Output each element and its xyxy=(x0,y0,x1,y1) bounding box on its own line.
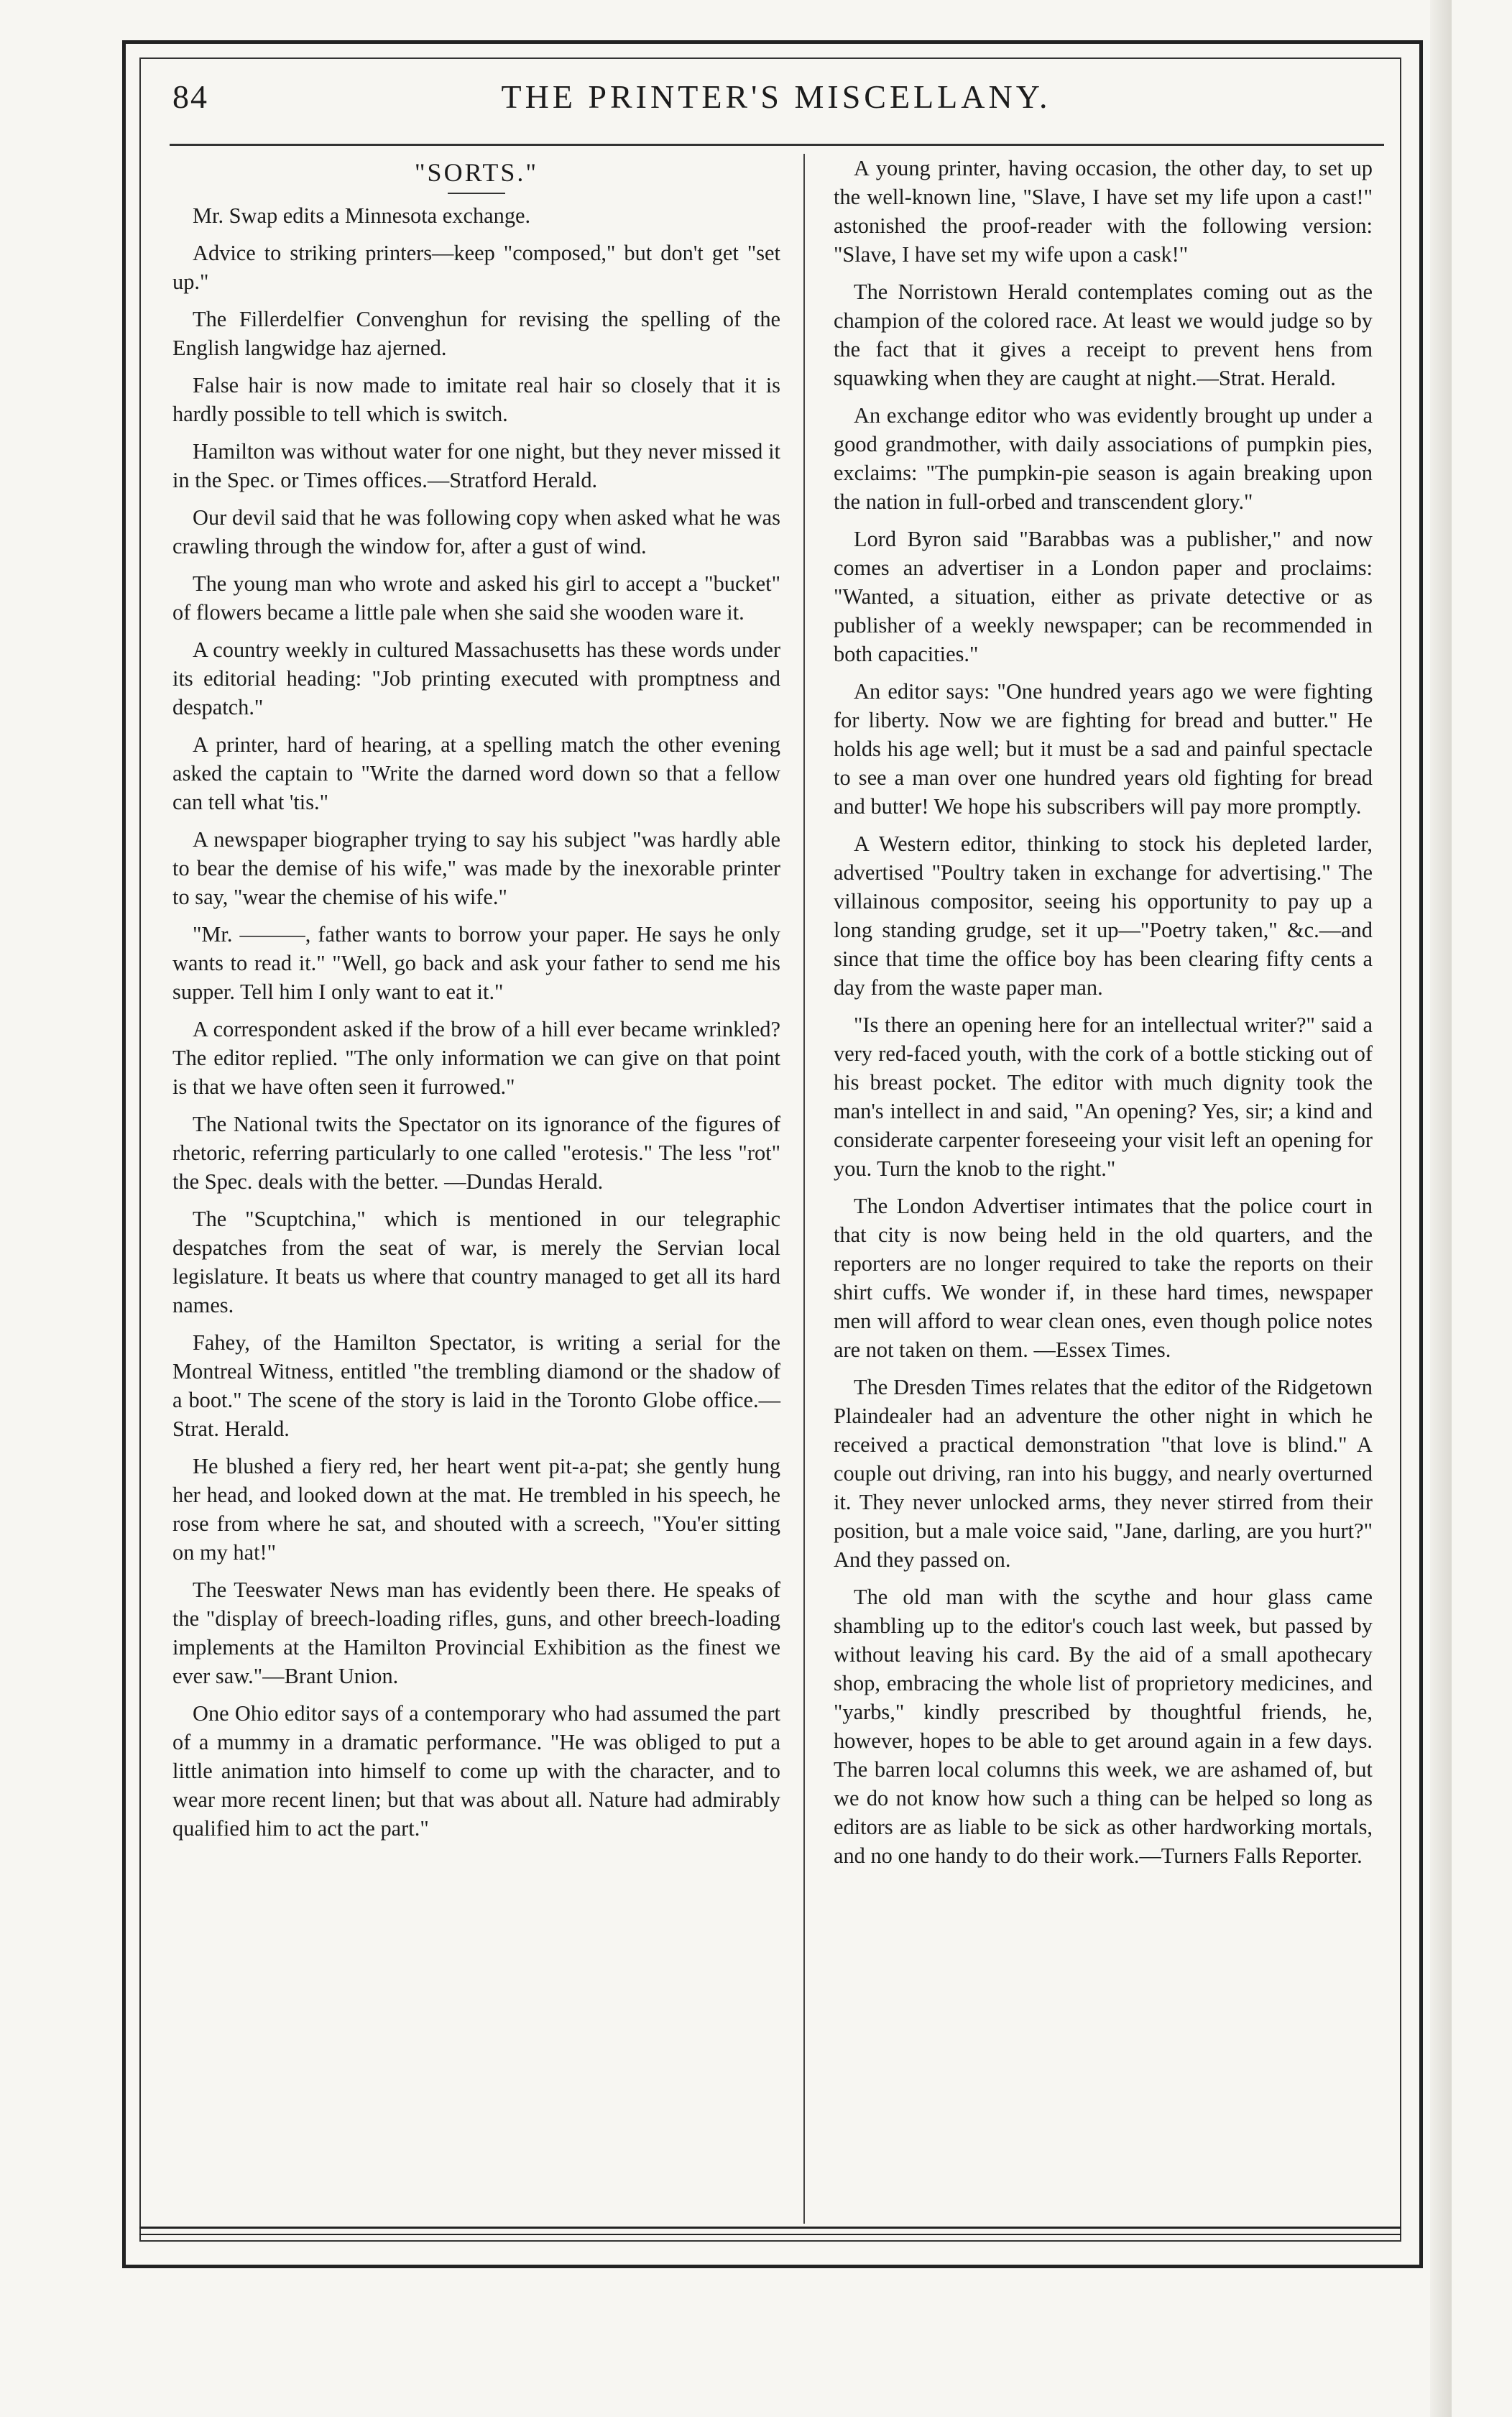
article-item: He blushed a fiery red, her heart went pit-a-pat; she gently hung her head, and looked down at the mat. He trembled in his speech, he rose from where he sat, and shouted with a screech, "You'er sitting on my hat!" xyxy=(172,1454,780,1565)
article-item: An exchange editor who was evidently brought up under a good grandmother, with daily associations of pumpkin pies, exclaims: "The pumpkin-pie season is again breaking upon the nation in full-orbed and transcendent glory." xyxy=(834,403,1373,514)
article-item: The Norristown Herald contemplates coming out as the champion of the colored race. At least we would judge so by the fact that it gives a receipt to prevent hens from squawking when they are caught at night.—Strat. Herald. xyxy=(834,280,1373,390)
article-item: The National twits the Spectator on its ignorance of the figures of rhetoric, referring particularly to one called "erotesis." The less "rot" the Spec. deals with the better. —Dundas Herald. xyxy=(172,1112,780,1194)
article-item: An editor says: "One hundred years ago we were fighting for liberty. Now we are fighting for bread and butter." He holds his age well; but it must be a sad and painful spectacle to see a man over one hundred years old fighting for bread and butter! We hope his subscribers will pay more promptly. xyxy=(834,679,1373,819)
article-item: A young printer, having occasion, the other day, to set up the well-known line, "Slave, I have set my life upon a cast!" astonished the proof-reader with the following version: "Slave, I have set my wife upon a cask!" xyxy=(834,156,1373,267)
article-item: False hair is now made to imitate real hair so closely that it is hardly possible to tell which is switch. xyxy=(172,373,780,426)
article-item: The Teeswater News man has evidently been there. He speaks of the "display of breech-loading rifles, guns, and other breech-loading implements at the Hamilton Provincial Exhibition as the finest we ever saw."—Brant Union. xyxy=(172,1578,780,1688)
article-item: One Ohio editor says of a contemporary who had assumed the part of a mummy in a dramatic performance. "He was obliged to put a little animation into himself to come up with the character, and to wear more recent linen; but that was about all. Nature had admirably qualified him to act the part." xyxy=(172,1701,780,1841)
footer-rule xyxy=(139,2227,1401,2229)
footer-rule-secondary xyxy=(139,2234,1401,2235)
article-item: The Dresden Times relates that the editor of the Ridgetown Plaindealer had an adventure the other night in which he received a practical demonstration "that love is blind." A couple out driving, ran into his buggy, and nearly overturned it. They never unlocked arms, they never stirred from their position, but a male voice said, "Jane, darling, are you hurt?" And they passed on. xyxy=(834,1375,1373,1572)
page-number: 84 xyxy=(172,78,208,115)
article-item: A correspondent asked if the brow of a hill ever became wrinkled? The editor replied. "The only information we can give on that point is that we have often seen it furrowed." xyxy=(172,1017,780,1099)
article-item: Fahey, of the Hamilton Spectator, is writing a serial for the Montreal Witness, entitled "the trembling diamond or the shadow of a boot." The scene of the story is laid in the Toronto Globe office.—Strat. Herald. xyxy=(172,1330,780,1441)
journal-title: THE PRINTER'S MISCELLANY. xyxy=(501,78,1051,115)
article-item: Our devil said that he was following copy when asked what he was crawling through the window for, after a gust of wind. xyxy=(172,505,780,558)
article-item: Mr. Swap edits a Minnesota exchange. xyxy=(193,203,531,228)
article-item: Hamilton was without water for one night, but they never missed it in the Spec. or Times offices.—Stratford Herald. xyxy=(172,439,780,492)
article-item: A newspaper biographer trying to say his subject "was hardly able to bear the demise of his wife," was made by the inexorable printer to say, "wear the chemise of his wife." xyxy=(172,827,780,909)
section-title: "SORTS." xyxy=(414,158,539,187)
article-item: Lord Byron said "Barabbas was a publisher," and now comes an advertiser in a London paper and proclaims: "Wanted, a situation, either as private detective or as publisher of a weekly newspaper; can be recommended in both capacities." xyxy=(834,527,1373,666)
left-column xyxy=(172,154,780,1851)
article-item: A printer, hard of hearing, at a spelling match the other evening asked the captain to "Write the darned word down so that a fellow can tell what 'tis." xyxy=(172,732,780,814)
article-item: The "Scuptchina," which is mentioned in our telegraphic despatches from the seat of war, is merely the Servian local legislature. It beats us where that country managed to get all its hard names. xyxy=(172,1207,780,1317)
article-item: The London Advertiser intimates that the police court in that city is now being held in the old quarters, and the reporters are no longer required to take the reports on their shirt cuffs. We wonder if, in these hard times, newspaper men will afford to wear clean ones, even though police notes are not taken on them. —Essex Times. xyxy=(834,1194,1373,1362)
article-item: "Is there an opening here for an intellectual writer?" said a very red-faced youth, with the cork of a bottle sticking out of his breast pocket. The editor with much dignity took the man's intellect in and said, "An opening? Yes, sir; a kind and considerate carpenter foreseeing your visit left an opening for you. Turn the knob to the right." xyxy=(834,1013,1373,1181)
page-edge-shadow xyxy=(1430,0,1452,2417)
article-item: The young man who wrote and asked his girl to accept a "bucket" of flowers became a little pale when she said she wooden ware it. xyxy=(172,571,780,625)
column-divider xyxy=(803,154,805,2224)
title-rule xyxy=(448,193,505,194)
article-item: The old man with the scythe and hour glass came shambling up to the editor's couch last week, but passed by without leaving his card. By the aid of a small apothecary shop, embracing the whole list of proprietory medicines, and "yarbs," kindly prescribed by thoughtful friends, he, however, hopes to be able to get around again in a few days. The barren local columns this week, we are ashamed of, but we do not know how such a thing can be helped so long as editors are as liable to be sick as other hardworking mortals, and no one handy to do their work.—Turners Falls Reporter. xyxy=(834,1585,1373,1868)
article-item: "Mr. ———, father wants to borrow your paper. He says he only wants to read it." "Well, go back and ask your father to send me his supper. Tell him I only want to eat it." xyxy=(172,922,780,1004)
article-item: A country weekly in cultured Massachusetts has these words under its editorial heading: "Job printing executed with promptness and despatch." xyxy=(172,637,780,719)
article-item: Advice to striking printers—keep "composed," but don't get "set up." xyxy=(172,241,780,294)
right-column xyxy=(834,154,1373,1879)
header-rule xyxy=(170,144,1384,146)
page-header xyxy=(165,78,1387,124)
article-item: A Western editor, thinking to stock his depleted larder, advertised "Poultry taken in exchange for advertising." The villainous compositor, seeing his opportunity to pay up a long standing grudge, set it up—"Poetry taken," &c.—and since that time the office boy has been clearing fifty cents a day from the waste paper man. xyxy=(834,832,1373,1000)
article-item: The Fillerdelfier Convenghun for revising the spelling of the English langwidge haz ajerned. xyxy=(172,307,780,360)
